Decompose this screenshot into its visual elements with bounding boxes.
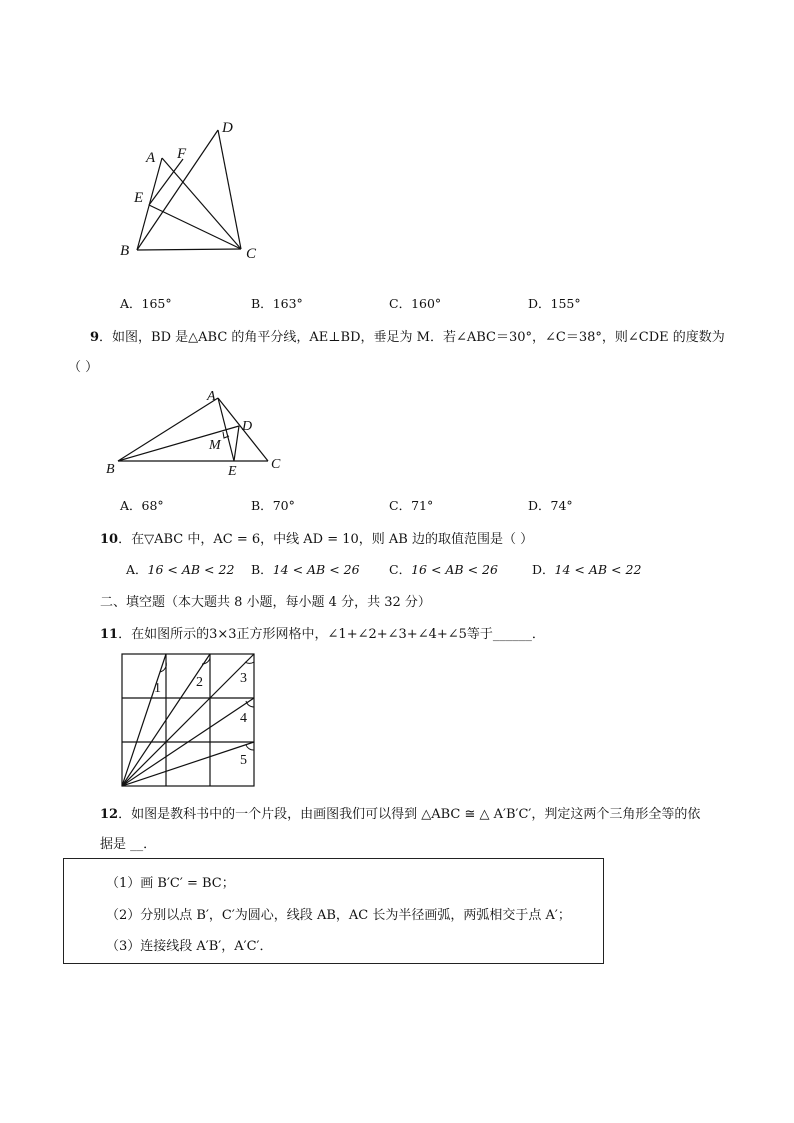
section-heading-fill-in: 二、填空题（本大题共 8 小题，每小题 4 分，共 32 分）: [100, 595, 431, 610]
q9-figure: [100, 386, 300, 481]
q11-angle-label-3: 3: [240, 671, 247, 686]
q8-option-c: C．160°: [389, 296, 442, 311]
q8-figure: [110, 112, 270, 267]
q12-stem-line1: 12．如图是教科书中的一个片段，由画图我们可以得到 △ABC ≅ △ A′B′C′，判定这两个三角形全等的依: [100, 807, 701, 822]
q9-option-b: B．70°: [251, 498, 295, 513]
q8-option-b: B．163°: [251, 296, 303, 311]
q9-label-c: C: [271, 457, 281, 472]
q10-option-b: B．14 < AB < 26: [251, 562, 360, 577]
q8-label-a: A: [146, 150, 156, 166]
q9-stem: 9．如图，BD 是△ABC 的角平分线，AE⊥BD，垂足为 M．若∠ABC＝30°，∠C＝38°，则∠CDE 的度数为: [90, 330, 725, 345]
q11-angle-label-5: 5: [240, 753, 247, 768]
q9-label-a: A: [207, 389, 216, 404]
q10-option-a: A．16 < AB < 22: [126, 562, 235, 577]
q11-angle-label-1: 1: [154, 681, 161, 696]
q9-label-e: E: [228, 464, 237, 479]
q10-option-c: C．16 < AB < 26: [389, 562, 498, 577]
q9-option-c: C．71°: [389, 498, 434, 513]
q11-angle-label-4: 4: [240, 711, 247, 726]
q8-option-a: A．165°: [120, 296, 172, 311]
q9-label-b: B: [106, 462, 115, 477]
q12-step-1: （1）画 B′C′ = BC；: [106, 876, 235, 891]
q12-step-2: （2）分别以点 B′，C′为圆心，线段 AB，AC 长为半径画弧，两弧相交于点 A′；: [106, 908, 571, 923]
q10-stem: 10．在▽ABC 中，AC = 6，中线 AD = 10，则 AB 边的取值范围是（ ）: [100, 532, 534, 547]
q8-label-b: B: [120, 243, 130, 259]
q9-label-d: D: [242, 419, 253, 434]
q8-label-c: C: [246, 246, 257, 262]
q8-option-d: D．155°: [528, 296, 581, 311]
q9-option-a: A．68°: [120, 498, 164, 513]
q12-stem-line2: 据是 __．: [100, 837, 157, 852]
q11-angle-label-2: 2: [196, 675, 203, 690]
q11-stem: 11．在如图所示的3×3正方形网格中，∠1+∠2+∠3+∠4+∠5等于______．: [100, 627, 545, 642]
q10-option-d: D．14 < AB < 22: [532, 562, 642, 577]
q11-grid-figure: [118, 650, 258, 790]
q8-label-f: F: [177, 146, 187, 162]
q9-answer-blank: （ ）: [68, 360, 99, 375]
q8-label-d: D: [222, 120, 233, 136]
q8-label-e: E: [134, 190, 144, 206]
q9-label-m: M: [209, 438, 221, 453]
q9-option-d: D．74°: [528, 498, 573, 513]
q12-textbook-excerpt-box: [63, 858, 604, 964]
q12-step-3: （3）连接线段 A′B′，A′C′．: [106, 939, 273, 954]
